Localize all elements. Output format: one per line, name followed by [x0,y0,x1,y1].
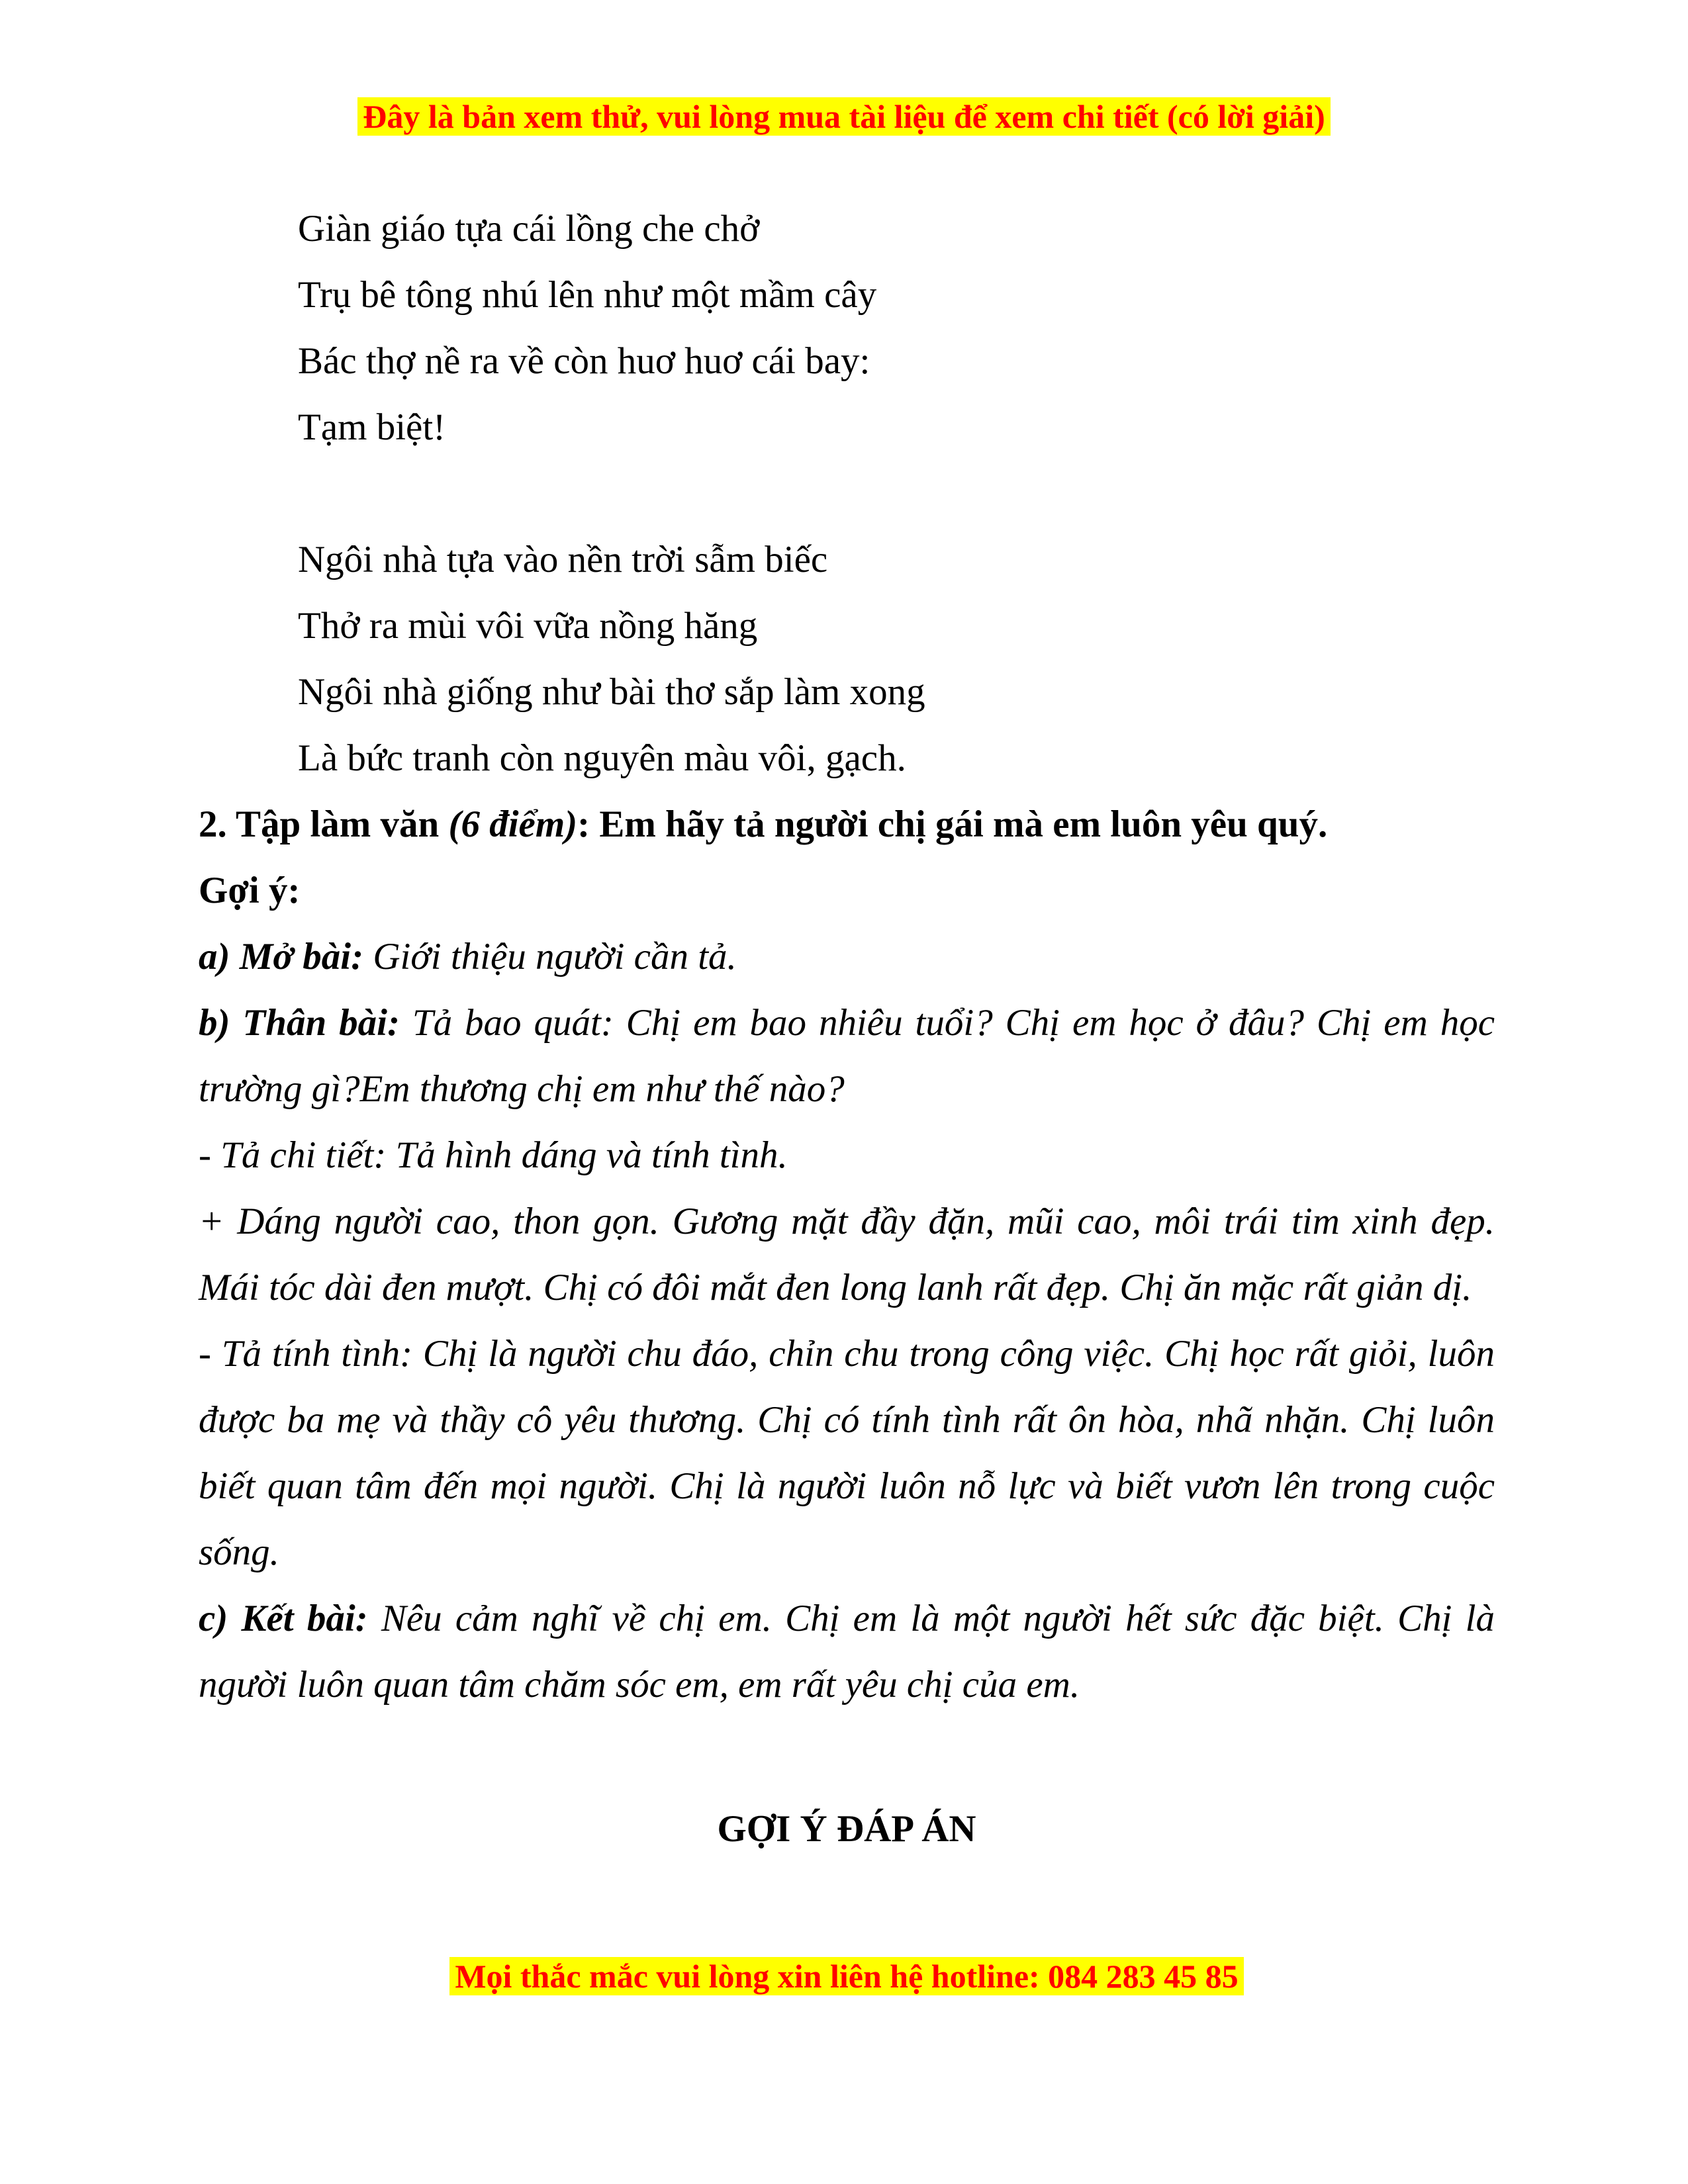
outline-detail-intro: - Tả chi tiết: Tả hình dáng và tính tình. [199,1134,788,1176]
poem-line: Bác thợ nề ra về còn huơ huơ cái bay: [298,340,870,382]
section-gap [199,1718,1495,1784]
poem-line: Trụ bê tông nhú lên như một mầm cây [298,274,877,316]
outline-body-paragraph [199,990,1495,1122]
preview-notice-text: Đây là bản xem thử, vui lòng mua tài liệu để xem chi tiết (có lời giải) [357,97,1330,136]
answer-key-heading: GỢI Ý ĐÁP ÁN [717,1808,976,1850]
poem-stanza-1 [199,196,1495,461]
outline-close-label: c) Kết bài: [199,1598,368,1639]
poem-line: Ngôi nhà tựa vào nền trời sẫm biếc [298,539,828,580]
essay-heading-points: (6 điểm) [448,803,578,845]
poem-stanza-2 [199,527,1495,792]
poem-line: Là bức tranh còn nguyên màu vôi, gạch. [298,737,906,779]
outline-open-paragraph [199,924,1495,990]
poem-line: Tạm biệt! [298,406,446,448]
outline-close-paragraph [199,1586,1495,1718]
outline-open-label: a) Mở bài: [199,936,364,978]
essay-heading-lead: 2. Tập làm văn [199,803,449,845]
hotline-notice-text: Mọi thắc mắc vui lòng xin liên hệ hotline: 084 283 45 85 [449,1957,1243,1995]
stanza-gap [199,461,1495,527]
essay-heading-rest: : Em hãy tả người chị gái mà em luôn yêu quý. [577,803,1328,845]
outline-body-text: Tả bao quát: Chị em bao nhiêu tuổi? Chị em học ở đâu? Chị em học trường gì?Em thương chị em như thế nào? [199,1002,1495,1110]
outline-appearance-paragraph: + Dáng người cao, thon gọn. Gương mặt đầy đặn, mũi cao, môi trái tim xinh đẹp. Mái tóc dài đen mượt. Chị có đôi mắt đen long lanh rất đẹp. Chị ăn mặc rất giản dị. [199,1201,1495,1308]
document-body [199,196,1495,2009]
essay-section-heading [199,792,1495,858]
outline-body-label: b) Thân bài: [199,1002,400,1044]
outline-close-text: Nêu cảm nghĩ về chị em. Chị em là một người hết sức đặc biệt. Chị là người luôn quan tâm chăm sóc em, em rất yêu chị của em. [199,1598,1495,1706]
poem-line: Giàn giáo tựa cái lồng che chở [298,208,760,250]
poem-line: Thở ra mùi vôi vữa nồng hăng [298,605,758,647]
poem-line: Ngôi nhà giống như bài thơ sắp làm xong [298,671,925,713]
hint-label: Gợi ý: [199,870,301,911]
footer-gap [199,1862,1495,1929]
outline-open-text: Giới thiệu người cần tả. [363,936,737,978]
preview-notice-banner [0,97,1688,136]
outline-personality-paragraph: - Tả tính tình: Chị là người chu đáo, chỉn chu trong công việc. Chị học rất giỏi, luôn được ba mẹ và thầy cô yêu thương. Chị có tính tình rất ôn hòa, nhã nhặn. Chị luôn biết quan tâm đến mọi người. Chị là người luôn nỗ lực và biết vươn lên trong cuộc sống. [199,1333,1495,1573]
hotline-notice-banner [199,1943,1495,2009]
